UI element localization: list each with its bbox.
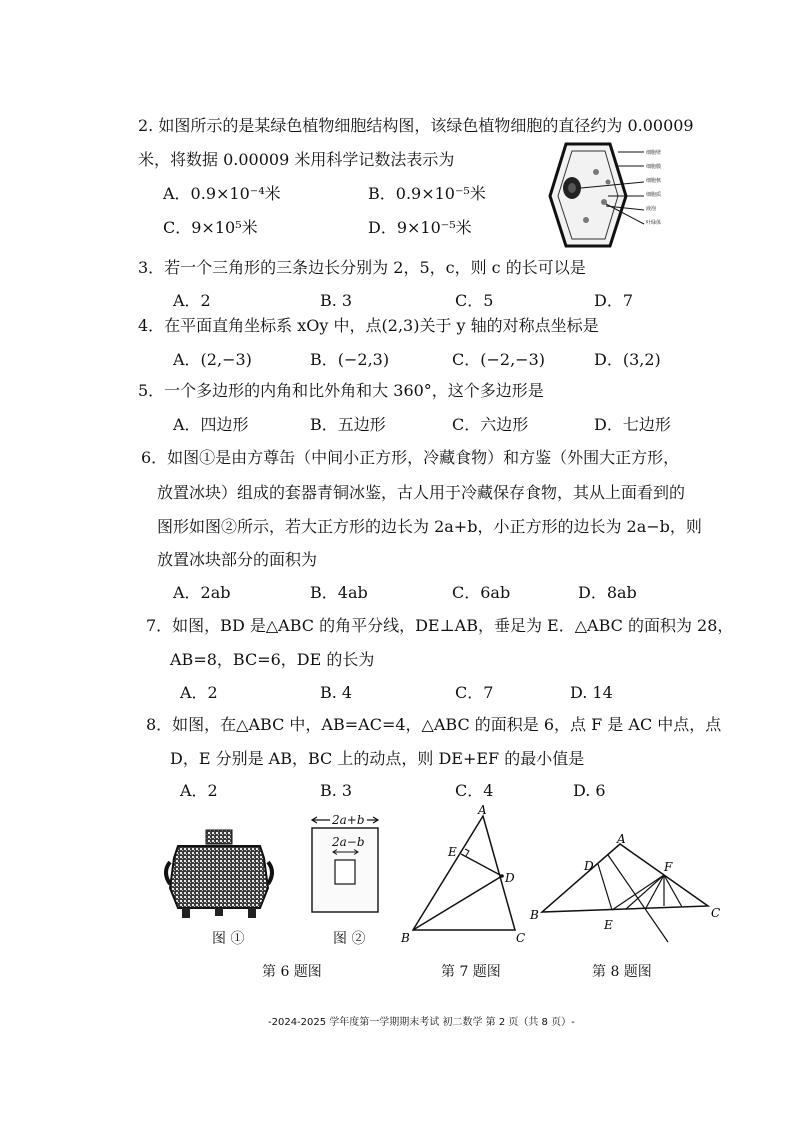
plant-cell-figure xyxy=(548,142,648,250)
q6-option-a: A．2ab xyxy=(173,583,231,602)
q7-triangle-figure xyxy=(395,802,535,948)
cell-labels xyxy=(646,146,661,230)
fig2-outer-label: 2a+b xyxy=(332,813,365,827)
q6-option-c: C．6ab xyxy=(452,583,511,602)
cell-label: 细胞壁 xyxy=(646,150,662,156)
q2-option-c: C．9×10⁵米 xyxy=(163,218,258,237)
square-diagram-figure xyxy=(306,812,386,916)
q2-option-b: B．0.9×10⁻⁵米 xyxy=(368,184,486,203)
q4-option-d: D．(3,2) xyxy=(594,350,661,369)
cell-label: 细胞核 xyxy=(646,178,662,184)
fig2-inner-label: 2a−b xyxy=(332,835,365,849)
q8-option-b: B. 3 xyxy=(320,781,353,800)
q4-line1: 4．在平面直角坐标系 xOy 中，点(2,3)关于 y 轴的对称点坐标是 xyxy=(138,316,599,335)
q5-line1: 5．一个多边形的内角和比外角和大 360°，这个多边形是 xyxy=(138,381,544,400)
q3-option-d: D．7 xyxy=(594,291,634,310)
point-c-label: C xyxy=(711,906,721,920)
fig6-caption: 第 6 题图 xyxy=(262,964,322,980)
q7-option-c: C．7 xyxy=(455,683,494,702)
q2-line1: 2. 如图所示的是某绿色植物细胞结构图，该绿色植物细胞的直径约为 0.00009 xyxy=(138,116,694,135)
fig1-label: 图 ① xyxy=(212,931,245,947)
q6-line1: 6．如图①是由方尊缶（中间小正方形，冷藏食物）和方鉴（外围大正方形， xyxy=(141,448,680,467)
q3-option-b: B. 3 xyxy=(320,291,353,310)
point-d-label: D xyxy=(584,859,594,873)
point-c-label: C xyxy=(516,931,526,945)
point-b-label: B xyxy=(530,908,539,922)
cell-label: 细胞质 xyxy=(646,192,662,198)
cell-label: 液泡 xyxy=(646,206,657,212)
point-a-label: A xyxy=(617,834,626,846)
q8-option-c: C．4 xyxy=(455,781,494,800)
q4-option-b: B．(−2,3) xyxy=(310,350,390,369)
q8-option-d: D. 6 xyxy=(573,781,606,800)
q3-option-c: C．5 xyxy=(455,291,494,310)
q7-option-b: B. 4 xyxy=(320,683,353,702)
q6-line2: 放置冰块）组成的套器青铜冰鉴，古人用于冷藏保存食物，其从上面看到的 xyxy=(157,483,686,502)
q6-option-b: B．4ab xyxy=(310,583,368,602)
q6-line4: 放置冰块部分的面积为 xyxy=(157,550,318,569)
point-a-label: A xyxy=(478,803,487,817)
cell-label: 细胞膜 xyxy=(646,164,662,170)
point-f-label: F xyxy=(664,860,673,874)
page-footer: -2024-2025 学年度第一学期期末考试 初二数学 第 2 页（共 8 页）- xyxy=(268,1017,575,1028)
bronze-vessel-figure xyxy=(164,828,274,920)
q7-option-d: D. 14 xyxy=(570,683,613,702)
q8-triangle-figure xyxy=(528,834,724,950)
q5-option-b: B．五边形 xyxy=(310,415,386,434)
q3-option-a: A．2 xyxy=(173,291,211,310)
q8-line2: D，E 分别是 AB，BC 上的动点，则 DE+EF 的最小值是 xyxy=(170,749,585,768)
q4-option-a: A．(2,−3) xyxy=(173,350,252,369)
q5-option-c: C．六边形 xyxy=(452,415,529,434)
q5-option-d: D．七边形 xyxy=(594,415,671,434)
q3-line1: 3．若一个三角形的三条边长分别为 2，5，c，则 c 的长可以是 xyxy=(138,258,586,277)
q2-option-a: A．0.9×10⁻⁴米 xyxy=(163,184,281,203)
point-d-label: D xyxy=(505,871,515,885)
q6-line3: 图形如图②所示，若大正方形的边长为 2a+b，小正方形的边长为 2a−b，则 xyxy=(157,517,702,536)
q7-option-a: A．2 xyxy=(180,683,218,702)
point-b-label: B xyxy=(401,931,410,945)
point-e-label: E xyxy=(448,845,457,859)
fig8-caption: 第 8 题图 xyxy=(592,964,652,980)
q7-line1: 7．如图，BD 是△ABC 的角平分线，DE⊥AB，垂足为 E．△ABC 的面积为 28， xyxy=(146,616,734,635)
cell-label: 叶绿体 xyxy=(646,220,662,226)
q8-line1: 8．如图，在△ABC 中，AB=AC=4，△ABC 的面积是 6，点 F 是 AC 中点，点 xyxy=(146,715,722,734)
q5-option-a: A．四边形 xyxy=(173,415,249,434)
fig7-caption: 第 7 题图 xyxy=(441,964,501,980)
q6-option-d: D．8ab xyxy=(578,583,637,602)
point-e-label: E xyxy=(604,918,613,932)
q8-option-a: A．2 xyxy=(180,781,218,800)
q2-line2: 米，将数据 0.00009 米用科学记数法表示为 xyxy=(138,150,455,169)
q4-option-c: C．(−2,−3) xyxy=(452,350,545,369)
fig2-label: 图 ② xyxy=(333,931,366,947)
q7-line2: AB=8，BC=6，DE 的长为 xyxy=(170,650,375,669)
q2-option-d: D．9×10⁻⁵米 xyxy=(368,218,472,237)
